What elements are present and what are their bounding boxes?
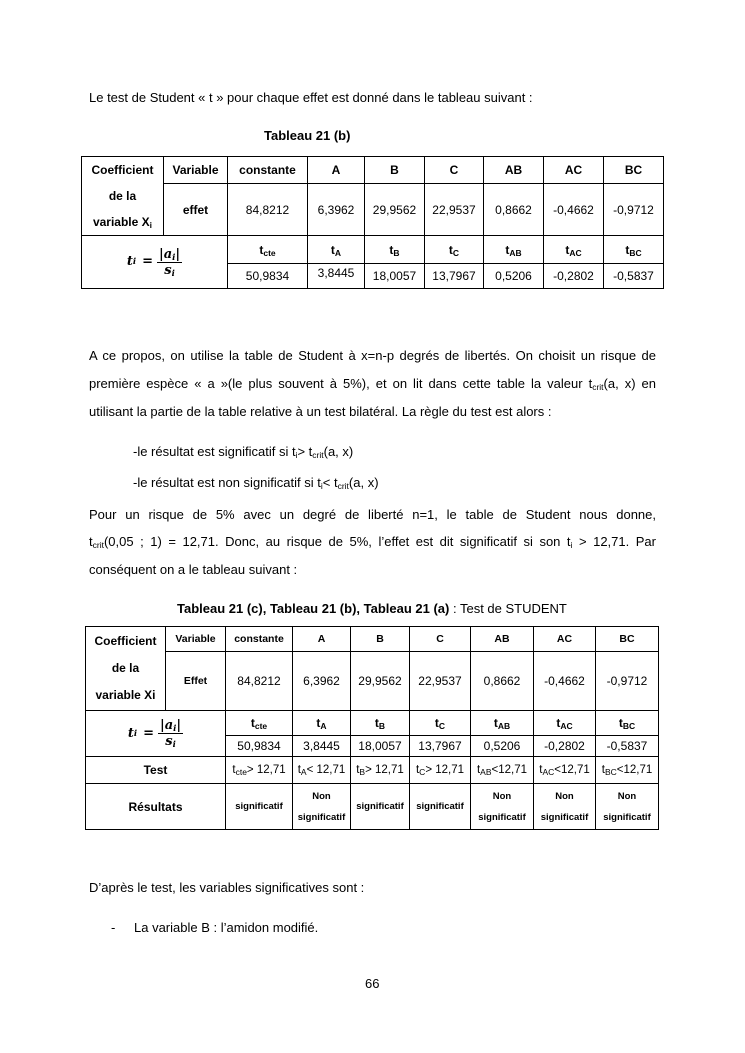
t2-test-t: t <box>297 764 301 776</box>
t1-t-value: -0,2802 <box>544 264 604 289</box>
bullet-text: La variable B : l’amidon modifié. <box>134 920 319 935</box>
t1-t-header <box>425 236 484 264</box>
t2-t-sub: AC <box>560 721 573 731</box>
t1-col-header: AC <box>544 157 604 184</box>
p1-l2a: première espèce « a »(le plus souvent à 5%), et on lit dans cette table la valeur t <box>89 376 593 391</box>
t2-result-significatif: significatif <box>416 801 464 812</box>
formula-num: |a <box>160 718 174 733</box>
t2-t-sub: A <box>320 721 327 731</box>
t1-effect-cell: 22,9537 <box>425 184 484 236</box>
t2-col-header: BC <box>596 627 659 652</box>
t1-t-value: 3,8445 <box>308 264 365 289</box>
t1-t-header <box>544 236 604 264</box>
t2-t-header <box>471 711 534 736</box>
p2-l2sub2: i <box>570 540 573 550</box>
t1-t-value: 18,0057 <box>365 264 425 289</box>
t2-result-non: Non <box>312 790 331 802</box>
t2-test-t: t <box>601 764 605 776</box>
t1-t-prefix: t <box>259 242 264 257</box>
t2-col-header: AB <box>471 627 534 652</box>
formula-ti-2: t i = $\frac{|a_i|}{s_i}$ <box>127 718 182 750</box>
rule2-a: -le résultat est non significatif si t <box>133 475 321 490</box>
t1-coef-l3: variable X <box>92 215 150 229</box>
t2-test-t: t <box>356 764 360 776</box>
t2-test-sub: A <box>300 767 307 777</box>
t1-t-sub: cte <box>263 247 276 258</box>
t2-test-cond: < 12,71 <box>306 764 346 776</box>
t2-coef-header <box>86 627 166 711</box>
table1-caption: Tableau 21 (b) <box>264 128 351 143</box>
formula-fraction <box>157 247 182 278</box>
t1-t-value: -0,5837 <box>604 264 664 289</box>
t2-test-sub: C <box>419 767 426 777</box>
t2-effect-cell: -0,4662 <box>534 652 596 711</box>
t1-effect-cell: -0,9712 <box>604 184 664 236</box>
t2-effect-cell: 6,3962 <box>293 652 351 711</box>
t2-coef-l2: de la <box>111 661 140 675</box>
formula-lhs: t <box>127 725 134 741</box>
rule1-c: (a, x) <box>323 444 354 459</box>
t2-test-sub: AC <box>542 767 555 777</box>
t2-t-sub: AB <box>497 721 511 731</box>
formula-lhs: t <box>126 254 133 269</box>
rule1-sub2: crit <box>312 450 324 460</box>
t1-coef-sub: i <box>149 220 153 230</box>
t1-effect-cell: 0,8662 <box>484 184 544 236</box>
t1-t-value: 50,9834 <box>228 264 308 289</box>
paragraph2-line3: conséquent on a le tableau suivant : <box>89 562 298 577</box>
rule2-sub2: crit <box>337 481 349 491</box>
t1-col-header: A <box>308 157 365 184</box>
t2-result-significatif: significatif <box>603 811 651 823</box>
t2-t-header <box>226 711 293 736</box>
table2-caption-bold: Tableau 21 (c), Tableau 21 (b), Tableau 21 (a) <box>177 601 450 616</box>
p2-l2sub: crit <box>92 540 104 550</box>
t2-t-value: 13,7967 <box>410 736 471 757</box>
t2-col-header: B <box>351 627 410 652</box>
t2-result-cell <box>534 784 596 830</box>
t1-col-header: B <box>365 157 425 184</box>
formula-den-sub: i <box>171 268 175 279</box>
t2-t-sub: B <box>378 721 386 731</box>
bullet-dash: - <box>111 920 116 935</box>
t2-t-header <box>293 711 351 736</box>
t2-result-non: Non <box>492 790 512 802</box>
t2-t-value: 0,5206 <box>471 736 534 757</box>
t2-t-value: -0,2802 <box>534 736 596 757</box>
t2-result-cell <box>410 784 471 830</box>
t2-test-cond: > 12,71 <box>365 764 404 776</box>
t1-t-header <box>484 236 544 264</box>
t2-result-significatif: significatif <box>297 811 346 823</box>
t2-test-cell <box>226 757 293 784</box>
t1-t-prefix: t <box>565 242 570 257</box>
t2-t-value: -0,5837 <box>596 736 659 757</box>
t1-t-prefix: t <box>389 242 394 257</box>
paragraph2-line2 <box>89 533 656 551</box>
t1-t-prefix: t <box>505 242 510 257</box>
formula-eq: = <box>143 725 155 741</box>
t2-test-t: t <box>232 764 236 776</box>
t2-result-cell <box>293 784 351 830</box>
t2-t-prefix: t <box>556 716 561 730</box>
t2-t-header <box>596 711 659 736</box>
t1-coef-l1: Coefficient <box>91 163 154 177</box>
paragraph1-line2 <box>89 375 656 393</box>
p2-l2b: (0,05 ; 1) = 12,71. Donc, au risque de 5%, l’effet est dit significatif si son t <box>103 534 571 549</box>
t1-t-value: 13,7967 <box>425 264 484 289</box>
page-number: 66 <box>365 976 380 991</box>
t2-effect-cell: 0,8662 <box>471 652 534 711</box>
t1-t-header <box>308 236 365 264</box>
paragraph1-line1: A ce propos, on utilise la table de Student à x=n-p degrés de libertés. On choisit un risque de <box>89 348 656 363</box>
t2-t-header <box>410 711 471 736</box>
t2-effect-cell: -0,9712 <box>596 652 659 711</box>
formula-den: s <box>165 734 173 749</box>
t1-t-value: 0,5206 <box>484 264 544 289</box>
rule-non-significatif <box>133 474 379 492</box>
t2-t-prefix: t <box>250 716 255 730</box>
t1-formula-cell <box>82 236 228 289</box>
t2-test-cond: > 12,71 <box>425 764 465 776</box>
t2-col-header: A <box>293 627 351 652</box>
formula-num: |a <box>159 246 173 262</box>
rule1-sub1: i <box>295 450 298 460</box>
t1-t-sub: A <box>334 247 342 258</box>
t2-result-cell <box>596 784 659 830</box>
t2-result-non: Non <box>555 790 574 802</box>
conclusion-text: D’après le test, les variables significatives sont : <box>89 880 365 895</box>
t2-test-t: t <box>476 764 481 776</box>
t2-col-header: constante <box>226 627 293 652</box>
t2-coef-l3: variable Xi <box>95 688 156 702</box>
t2-test-cell <box>351 757 410 784</box>
t1-col-header: AB <box>484 157 544 184</box>
rule2-c: (a, x) <box>348 475 379 490</box>
t2-t-prefix: t <box>493 716 498 730</box>
rule1-a: -le résultat est significatif si t <box>133 444 296 459</box>
table2 <box>85 626 659 830</box>
t1-effect-cell: 29,9562 <box>365 184 425 236</box>
t2-variable-header: Variable <box>166 627 226 652</box>
formula-num-end: | <box>175 246 181 262</box>
t2-t-prefix: t <box>434 716 439 730</box>
t2-test-sub: AB <box>480 767 492 777</box>
intro-text: Le test de Student « t » pour chaque effet est donné dans le tableau suivant : <box>89 90 533 105</box>
t2-test-cell <box>471 757 534 784</box>
t1-col-header: BC <box>604 157 664 184</box>
t1-effect-cell: 84,8212 <box>228 184 308 236</box>
t2-test-cell <box>410 757 471 784</box>
formula-fraction <box>158 718 183 749</box>
rule2-sub1: i <box>320 481 323 491</box>
table2-caption <box>177 600 567 618</box>
t1-variable-header: Variable <box>164 157 228 184</box>
t1-effect-cell: -0,4662 <box>544 184 604 236</box>
t1-t-prefix: t <box>625 242 630 257</box>
formula-eq: = <box>142 254 154 269</box>
t2-test-cell <box>293 757 351 784</box>
t2-result-significatif: significatif <box>478 811 526 823</box>
t1-t-prefix: t <box>330 242 335 257</box>
t2-t-prefix: t <box>374 716 379 730</box>
formula-num-end: | <box>176 718 182 733</box>
t2-test-cond: <12,71 <box>616 764 653 776</box>
paragraph2-line1: Pour un risque de 5% avec un degré de liberté n=1, le table de Student nous donne, <box>89 507 656 522</box>
t2-test-label: Test <box>86 757 226 784</box>
rule-significatif <box>133 443 353 461</box>
t2-test-cond: <12,71 <box>554 764 590 776</box>
t2-t-header <box>351 711 410 736</box>
t2-test-cond: > 12,71 <box>246 764 286 776</box>
t1-t-prefix: t <box>448 242 453 257</box>
t1-t-header <box>365 236 425 264</box>
t1-coef-l2: de la <box>108 189 137 203</box>
t2-test-cell <box>534 757 596 784</box>
t2-test-t: t <box>539 764 543 776</box>
t2-test-sub: cte <box>235 767 247 777</box>
p1-l2b: (a, x) en <box>603 376 657 391</box>
t2-test-sub: B <box>359 767 366 777</box>
t2-t-sub: C <box>438 721 446 731</box>
t2-t-value: 3,8445 <box>293 736 351 757</box>
t2-coef-l1: Coefficient <box>94 634 157 648</box>
t2-result-significatif: significatif <box>540 811 589 823</box>
formula-den: s <box>164 262 172 278</box>
t2-result-cell <box>471 784 534 830</box>
formula-den-sub: i <box>172 740 176 750</box>
t1-col-header: C <box>425 157 484 184</box>
t2-t-sub: BC <box>622 721 636 731</box>
table1 <box>81 156 664 289</box>
formula-num-sub: i <box>172 252 176 263</box>
t2-test-t: t <box>415 764 420 776</box>
t2-result-cell <box>351 784 410 830</box>
formula-ti: t i = $\frac{|a_i|}{s_i}$ <box>126 246 181 279</box>
t2-effet-label: Effet <box>166 652 226 711</box>
t2-t-value: 18,0057 <box>351 736 410 757</box>
t2-results-label: Résultats <box>86 784 226 830</box>
t2-t-header <box>534 711 596 736</box>
t2-effect-cell: 29,9562 <box>351 652 410 711</box>
t1-t-sub: C <box>452 247 460 258</box>
t2-result-non: Non <box>617 790 637 802</box>
t1-effect-cell: 6,3962 <box>308 184 365 236</box>
t1-coef-header <box>82 157 164 236</box>
t1-t-sub: BC <box>629 247 642 258</box>
t2-result-significatif: significatif <box>235 801 283 812</box>
t2-t-value: 50,9834 <box>226 736 293 757</box>
p1-l2sub: crit <box>592 382 604 392</box>
t1-col-header: constante <box>228 157 308 184</box>
t1-t-sub: B <box>393 247 400 258</box>
t1-effet-label: effet <box>164 184 228 236</box>
t1-t-sub: AC <box>569 247 582 258</box>
table2-caption-rest: : Test de STUDENT <box>449 601 567 616</box>
formula-num-sub: i <box>173 724 177 734</box>
t2-test-sub: BC <box>604 767 617 777</box>
rule2-b: < t <box>322 475 338 490</box>
p2-l2c: > 12,71. Par <box>572 534 656 549</box>
t1-t-sub: AB <box>509 247 522 258</box>
t2-t-sub: cte <box>254 721 268 731</box>
t2-effect-cell: 84,8212 <box>226 652 293 711</box>
t2-effect-cell: 22,9537 <box>410 652 471 711</box>
t2-result-significatif: significatif <box>356 801 404 812</box>
t2-col-header: C <box>410 627 471 652</box>
t2-test-cond: <12,71 <box>491 764 528 776</box>
t2-test-cell <box>596 757 659 784</box>
p2-l2a: t <box>89 534 93 549</box>
t2-t-prefix: t <box>316 716 321 730</box>
t2-formula-cell <box>86 711 226 757</box>
rule1-b: > t <box>297 444 313 459</box>
t1-t-header <box>604 236 664 264</box>
t2-result-cell <box>226 784 293 830</box>
t2-t-prefix: t <box>618 716 623 730</box>
t1-t-header <box>228 236 308 264</box>
paragraph1-line3: utilisant la partie de la table relative à un test bilatéral. La règle du test est alors : <box>89 404 552 419</box>
t2-col-header: AC <box>534 627 596 652</box>
